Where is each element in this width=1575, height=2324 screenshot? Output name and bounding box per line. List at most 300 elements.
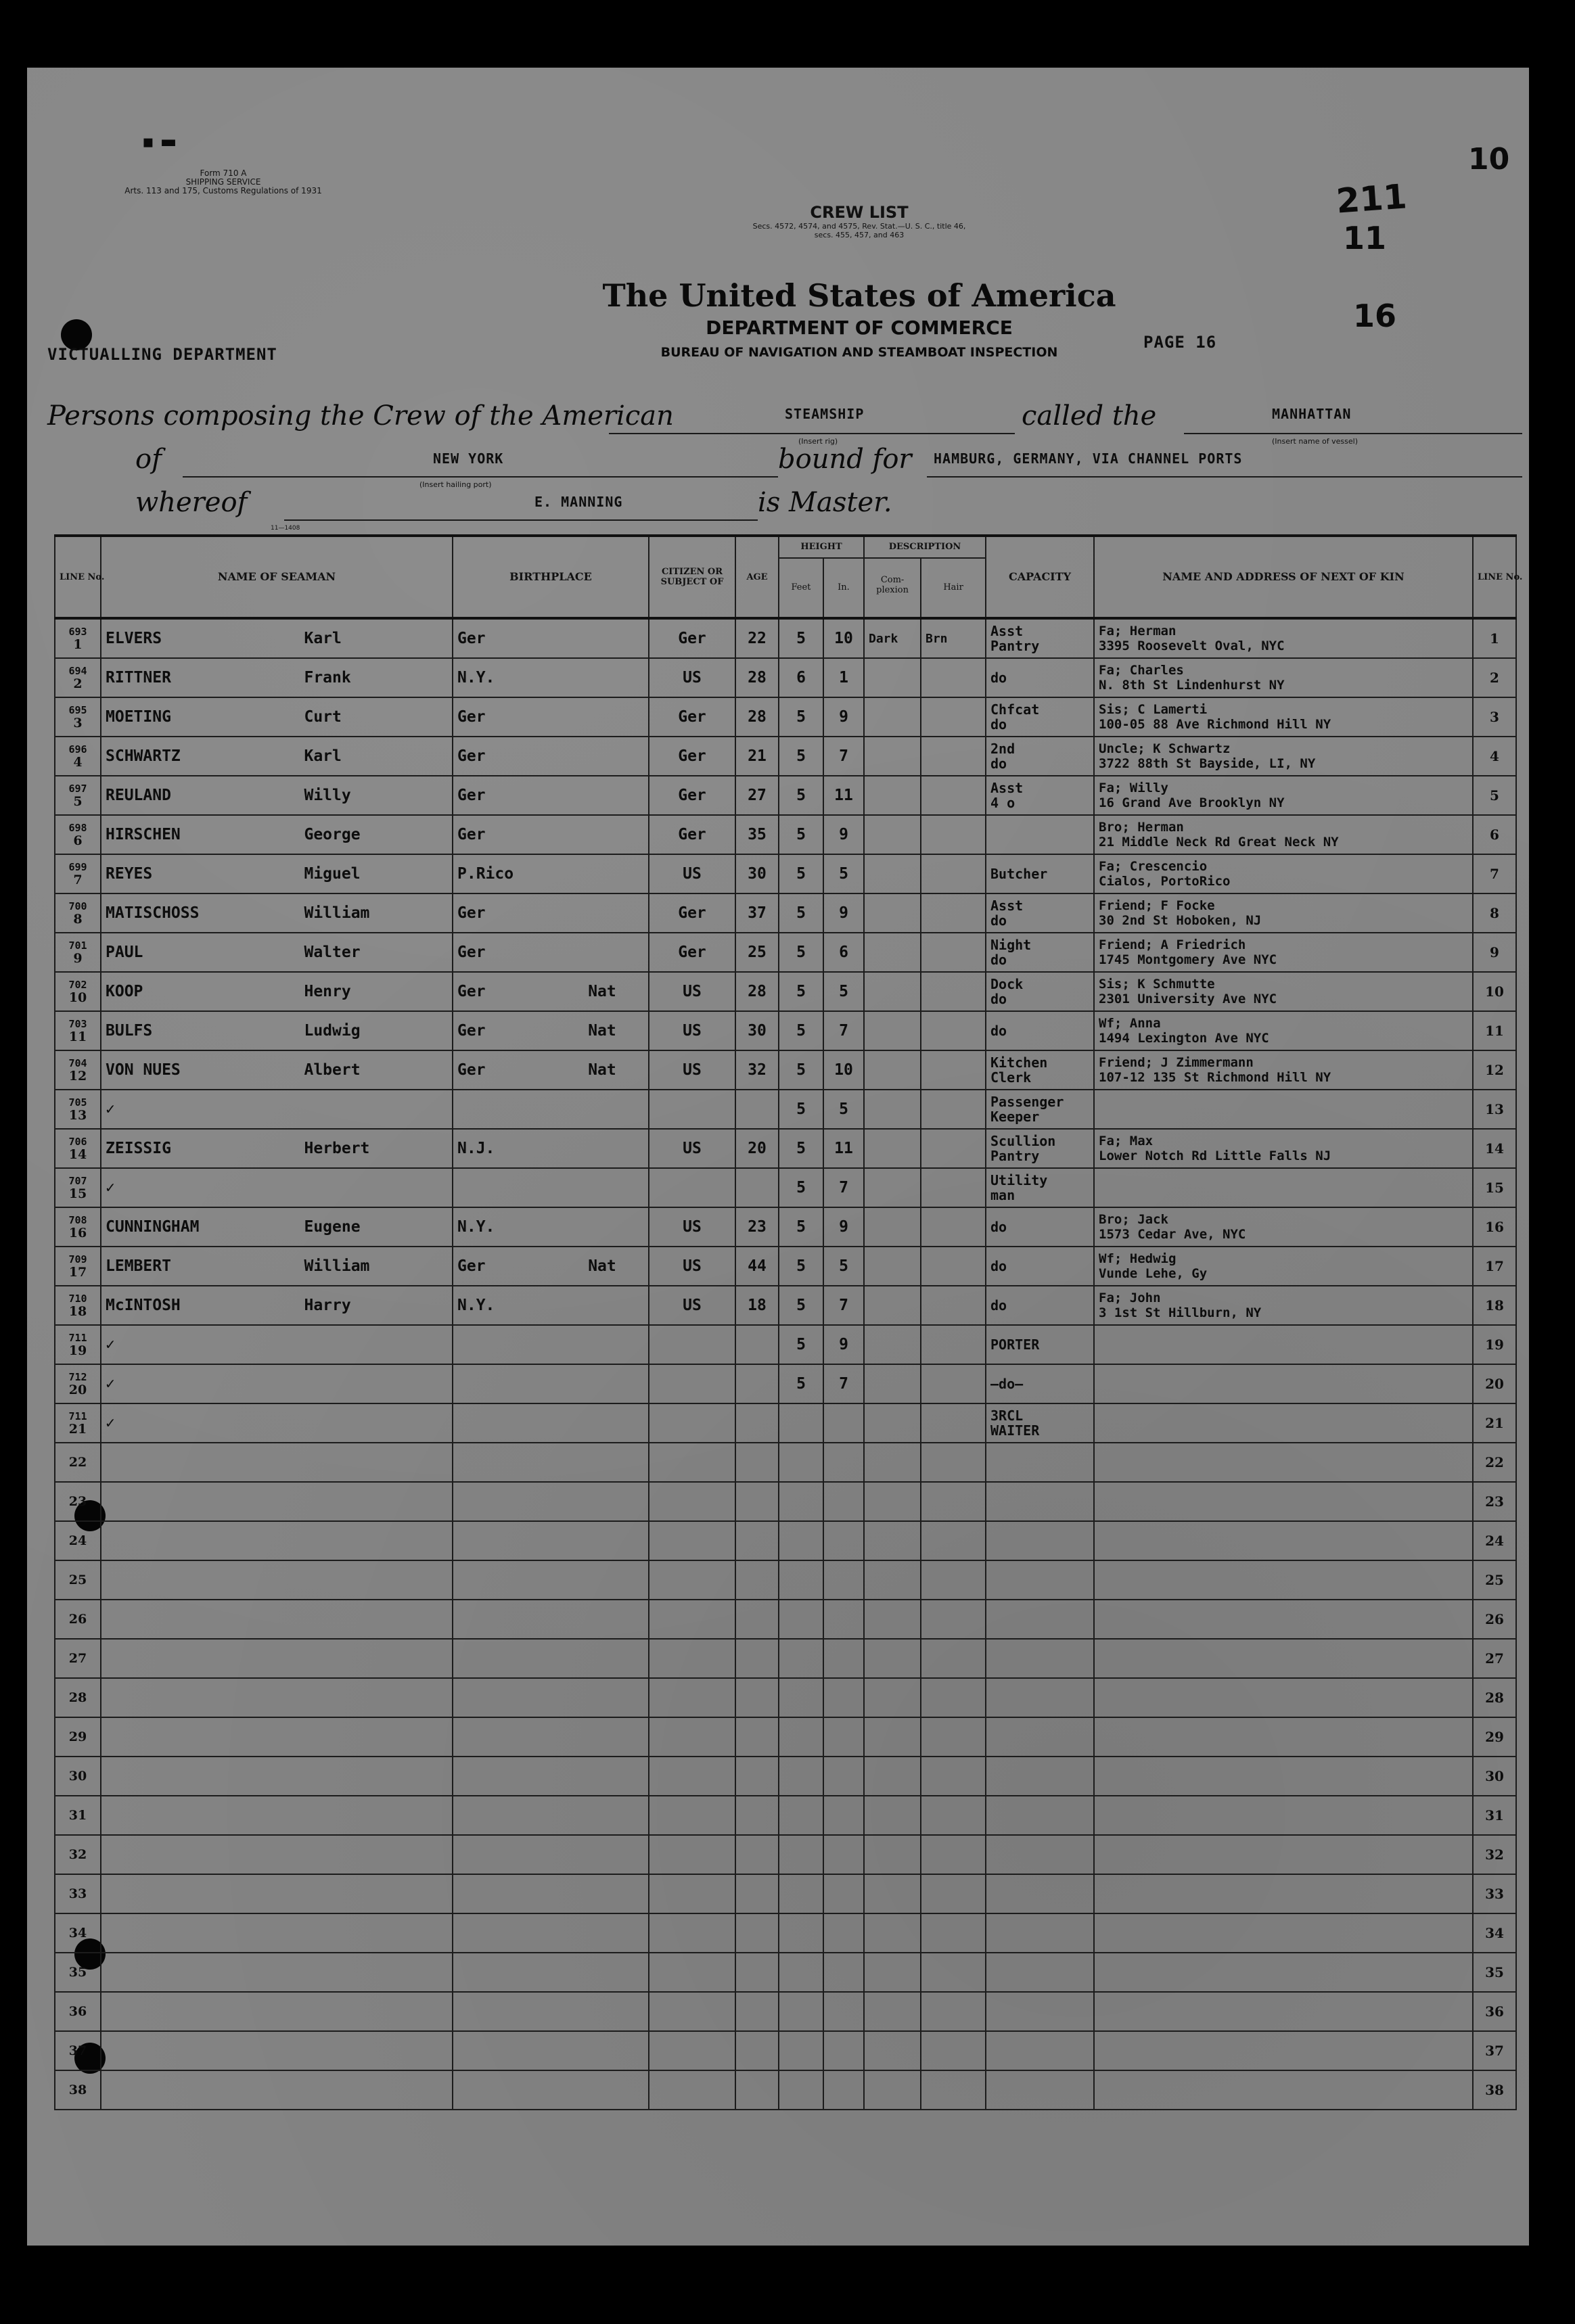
- feet-text: 5: [796, 826, 806, 843]
- birthplace-text: Ger: [457, 708, 486, 726]
- port-underline: [183, 476, 778, 478]
- citizen-of: [649, 776, 735, 815]
- seq-number: 705: [68, 1096, 87, 1109]
- citizen-text: Ger: [678, 747, 706, 765]
- crew-list-title: CREW LIST: [810, 203, 909, 222]
- seaman-name: [101, 1364, 453, 1403]
- inches-text: 1: [839, 669, 848, 687]
- capacity-line: Keeper: [990, 1109, 1040, 1125]
- naturalized-mark: Nat: [588, 983, 616, 1000]
- seaman-surname: LEMBERT: [106, 1257, 171, 1275]
- feet-text: 5: [796, 1100, 806, 1118]
- next-of-kin: [1094, 1011, 1473, 1050]
- capacity: [986, 1011, 1094, 1050]
- kin-line: 1745 Montgomery Ave NYC: [1099, 952, 1277, 967]
- height-inches: [823, 697, 864, 737]
- capacity: [986, 1953, 1094, 1992]
- kin-line: 3395 Roosevelt Oval, NYC: [1099, 638, 1285, 653]
- hair: [921, 1560, 986, 1600]
- line-number-text: 35: [68, 1965, 87, 1980]
- height-feet: [779, 815, 823, 854]
- feet-text: 5: [796, 1061, 806, 1079]
- next-of-kin: [1094, 1639, 1473, 1678]
- line-number-right-text: 33: [1485, 1886, 1504, 1902]
- line-number: [55, 1207, 101, 1247]
- seaman-surname: ✓: [106, 1375, 115, 1393]
- seaman-name: [101, 1639, 453, 1678]
- handwritten-number: 211: [1335, 177, 1409, 221]
- capacity-line: WAITER: [990, 1422, 1040, 1439]
- complexion: [864, 1796, 921, 1835]
- kin-line: Fa; Charles: [1099, 663, 1184, 678]
- height-feet: [779, 2070, 823, 2110]
- inches-text: 9: [839, 826, 848, 843]
- citizen-of: [649, 1090, 735, 1129]
- kin-line: Fa; Willy: [1099, 781, 1168, 795]
- line-number-text: 31: [68, 1808, 87, 1823]
- age-text: 25: [748, 944, 767, 961]
- capacity: [986, 1913, 1094, 1953]
- birthplace: [453, 1678, 649, 1717]
- hair: [921, 1443, 986, 1482]
- citizen-of: [649, 1913, 735, 1953]
- line-number: [55, 1168, 101, 1207]
- height-feet: [779, 1168, 823, 1207]
- height-inches: [823, 1364, 864, 1403]
- capacity: [986, 1796, 1094, 1835]
- age: [735, 1482, 779, 1521]
- table-row: [55, 1521, 1516, 1560]
- inches-text: 5: [839, 865, 848, 883]
- table-row: [55, 1953, 1516, 1992]
- hair: [921, 972, 986, 1011]
- seaman-name: [101, 1050, 453, 1090]
- line-number-right-text: 31: [1485, 1807, 1504, 1823]
- complexion: [864, 1090, 921, 1129]
- complexion: [864, 1600, 921, 1639]
- table-row: [55, 1325, 1516, 1364]
- seaman-given-name: Henry: [304, 983, 351, 1000]
- age-text: 22: [748, 630, 767, 647]
- line-number-right-text: 2: [1490, 670, 1499, 686]
- table-row: [55, 1482, 1516, 1521]
- birthplace: [453, 854, 649, 893]
- feet-text: 5: [796, 944, 806, 961]
- seq-number: 701: [68, 939, 87, 952]
- seaman-name: [101, 1874, 453, 1913]
- table-row: [55, 618, 1516, 658]
- line-number-right: [1473, 737, 1516, 776]
- hair: [921, 618, 986, 658]
- age: [735, 1325, 779, 1364]
- citizen-text: US: [683, 1257, 702, 1275]
- capacity-line: Chfcat: [990, 701, 1040, 718]
- complexion: [864, 1560, 921, 1600]
- line-number: [55, 1560, 101, 1600]
- line-number-right: [1473, 1364, 1516, 1403]
- seaman-name: [101, 776, 453, 815]
- line-number-right: [1473, 1207, 1516, 1247]
- seaman-given-name: Frank: [304, 669, 351, 687]
- complexion: [864, 1521, 921, 1560]
- seaman-name: [101, 854, 453, 893]
- complexion: [864, 815, 921, 854]
- capacity-line: Butcher: [990, 866, 1048, 882]
- kin-line: Wf; Anna: [1099, 1016, 1161, 1031]
- next-of-kin: [1094, 1835, 1473, 1874]
- seq-number: 695: [68, 703, 87, 716]
- age-text: 30: [748, 865, 767, 883]
- birthplace: [453, 815, 649, 854]
- birthplace: [453, 933, 649, 972]
- complexion: [864, 1874, 921, 1913]
- height-feet: [779, 1443, 823, 1482]
- naturalized-mark: Nat: [588, 1257, 616, 1275]
- seaman-surname: PAUL: [106, 944, 143, 961]
- next-of-kin: [1094, 815, 1473, 854]
- hair: [921, 2070, 986, 2110]
- height-feet: [779, 1129, 823, 1168]
- line-number-right: [1473, 1482, 1516, 1521]
- birthplace-text: P.Rico: [457, 865, 514, 883]
- line-number-right: [1473, 2070, 1516, 2110]
- line-number-right: [1473, 1286, 1516, 1325]
- crew-table: [54, 534, 1523, 2110]
- line-number-right: [1473, 2031, 1516, 2070]
- seaman-surname: ELVERS: [106, 630, 162, 647]
- table-row: [55, 1050, 1516, 1090]
- complexion: [864, 618, 921, 658]
- line-number-right-text: 25: [1485, 1572, 1504, 1588]
- capacity: [986, 2070, 1094, 2110]
- line-number-text: 26: [68, 1612, 87, 1627]
- col-line-no-right: LINE No.: [1473, 536, 1516, 618]
- line-number-right: [1473, 815, 1516, 854]
- line-number-right-text: 10: [1485, 983, 1504, 1000]
- line-number-right: [1473, 972, 1516, 1011]
- age: [735, 658, 779, 697]
- feet-text: 5: [796, 1297, 806, 1314]
- line-number: [55, 1011, 101, 1050]
- corner-smudge: ▪ ▬: [142, 132, 177, 152]
- seaman-given-name: Willy: [304, 787, 351, 804]
- seq-number: 703: [68, 1017, 87, 1030]
- line-number-right: [1473, 1168, 1516, 1207]
- line-number-text: 12: [68, 1068, 87, 1084]
- birthplace: [453, 776, 649, 815]
- line-number-right: [1473, 1443, 1516, 1482]
- seaman-name: [101, 1835, 453, 1874]
- capacity-line: Dock: [990, 976, 1024, 992]
- age: [735, 1678, 779, 1717]
- citizen-text: US: [683, 1061, 702, 1079]
- seaman-given-name: Ludwig: [304, 1022, 361, 1040]
- inches-text: 9: [839, 904, 848, 922]
- age: [735, 933, 779, 972]
- line-number-right-text: 1: [1490, 630, 1499, 647]
- table-row: [55, 1796, 1516, 1835]
- line-number: [55, 1050, 101, 1090]
- citizen-of: [649, 1325, 735, 1364]
- hair: [921, 1129, 986, 1168]
- line-number: [55, 815, 101, 854]
- line-number-right: [1473, 1560, 1516, 1600]
- line-number-right-text: 17: [1485, 1258, 1504, 1274]
- height-inches: [823, 1443, 864, 1482]
- capacity-line: Night: [990, 937, 1032, 953]
- kin-line: Fa; Max: [1099, 1134, 1154, 1148]
- citizen-of: [649, 1560, 735, 1600]
- feet-text: 5: [796, 904, 806, 922]
- kin-line: 21 Middle Neck Rd Great Neck NY: [1099, 835, 1339, 850]
- age: [735, 1129, 779, 1168]
- hair: [921, 1168, 986, 1207]
- capacity-line: Passenger: [990, 1094, 1064, 1110]
- feet-text: 5: [796, 1257, 806, 1275]
- seaman-surname: REULAND: [106, 787, 171, 804]
- hair: [921, 854, 986, 893]
- col-height: HEIGHT: [779, 537, 863, 559]
- birthplace-text: N.Y.: [457, 669, 495, 687]
- birthplace: [453, 697, 649, 737]
- line-number-right-text: 11: [1485, 1023, 1504, 1039]
- complexion: [864, 2070, 921, 2110]
- seaman-name: [101, 1011, 453, 1050]
- birthplace: [453, 658, 649, 697]
- line-number: [55, 1796, 101, 1835]
- complexion: [864, 2031, 921, 2070]
- line-number-text: 33: [68, 1886, 87, 1901]
- line-number-right-text: 15: [1485, 1180, 1504, 1196]
- line-number-text: 3: [73, 715, 83, 730]
- kin-line: Friend; F Focke: [1099, 898, 1215, 913]
- complexion: [864, 658, 921, 697]
- age: [735, 1717, 779, 1757]
- line-number-text: 15: [68, 1186, 87, 1201]
- height-feet: [779, 1364, 823, 1403]
- line-number-right: [1473, 1913, 1516, 1953]
- hair: [921, 1011, 986, 1050]
- seaman-given-name: Curt: [304, 708, 342, 726]
- line-number-right: [1473, 1247, 1516, 1286]
- table-row: [55, 1835, 1516, 1874]
- bureau-title: BUREAU OF NAVIGATION AND STEAMBOAT INSPECTION: [660, 345, 1058, 360]
- complexion: [864, 1247, 921, 1286]
- capacity: [986, 1639, 1094, 1678]
- line-number-right-text: 37: [1485, 2043, 1504, 2059]
- line-number-right: [1473, 1678, 1516, 1717]
- feet-text: 5: [796, 1140, 806, 1157]
- line-number-right-text: 8: [1490, 905, 1499, 921]
- seaman-name: [101, 1717, 453, 1757]
- kin-line: 1573 Cedar Ave, NYC: [1099, 1227, 1246, 1242]
- line-number-right: [1473, 1953, 1516, 1992]
- table-row: [55, 854, 1516, 893]
- birthplace: [453, 1717, 649, 1757]
- age: [735, 1521, 779, 1560]
- next-of-kin: [1094, 1482, 1473, 1521]
- age-text: 30: [748, 1022, 767, 1040]
- line-number-right: [1473, 1717, 1516, 1757]
- birthplace: [453, 1364, 649, 1403]
- line-number-right-text: 7: [1490, 866, 1499, 882]
- table-row: [55, 893, 1516, 933]
- height-feet: [779, 1207, 823, 1247]
- line-number-right-text: 20: [1485, 1376, 1504, 1392]
- inches-text: 7: [839, 1179, 848, 1196]
- rig-underline: [609, 433, 1015, 434]
- line-number-right: [1473, 1521, 1516, 1560]
- age: [735, 2070, 779, 2110]
- age: [735, 1207, 779, 1247]
- table-row: [55, 1168, 1516, 1207]
- birthplace: [453, 2070, 649, 2110]
- line-number-right: [1473, 1403, 1516, 1443]
- inches-text: 9: [839, 1218, 848, 1236]
- capacity: [986, 1835, 1094, 1874]
- citizen-of: [649, 1757, 735, 1796]
- capacity-line: 3RCL: [990, 1408, 1024, 1424]
- citizen-of: [649, 1717, 735, 1757]
- seq-number: 710: [68, 1292, 87, 1305]
- line-number: [55, 1717, 101, 1757]
- seaman-given-name: Karl: [304, 630, 342, 647]
- height-inches: [823, 933, 864, 972]
- seq-number: 699: [68, 860, 87, 873]
- height-inches: [823, 972, 864, 1011]
- seaman-surname: CUNNINGHAM: [106, 1218, 200, 1236]
- line-number-text: 25: [68, 1573, 87, 1587]
- age: [735, 1050, 779, 1090]
- table-row: [55, 1560, 1516, 1600]
- seaman-name: [101, 2070, 453, 2110]
- statute-line: secs. 455, 457, and 463: [814, 231, 905, 239]
- table-row: [55, 1717, 1516, 1757]
- height-inches: [823, 658, 864, 697]
- birthplace: [453, 1953, 649, 1992]
- birthplace-text: N.J.: [457, 1140, 495, 1157]
- citizen-of: [649, 2070, 735, 2110]
- line-number-right: [1473, 1992, 1516, 2031]
- capacity-line: Pantry: [990, 638, 1040, 654]
- birthplace: [453, 1521, 649, 1560]
- seaman-given-name: Albert: [304, 1061, 361, 1079]
- hair: [921, 1874, 986, 1913]
- seaman-name: [101, 1168, 453, 1207]
- birthplace-text: Ger: [457, 904, 486, 922]
- next-of-kin: [1094, 1286, 1473, 1325]
- seaman-given-name: George: [304, 826, 361, 843]
- line-number: [55, 1443, 101, 1482]
- capacity: [986, 1129, 1094, 1168]
- complexion: [864, 1835, 921, 1874]
- age-text: 28: [748, 708, 767, 726]
- capacity-line: do: [990, 1258, 1007, 1274]
- line-number: [55, 1757, 101, 1796]
- col-description-group: [864, 536, 986, 618]
- complexion: [864, 1757, 921, 1796]
- kin-line: 16 Grand Ave Brooklyn NY: [1099, 795, 1285, 810]
- citizen-text: US: [683, 1297, 702, 1314]
- next-of-kin: [1094, 1953, 1473, 1992]
- line-number: [55, 618, 101, 658]
- col-birthplace: BIRTHPLACE: [453, 536, 649, 618]
- vessel-intro: Persons composing the Crew of the American: [47, 400, 674, 432]
- line-number-right-text: 9: [1490, 944, 1499, 960]
- citizen-of: [649, 1953, 735, 1992]
- age-text: 35: [748, 826, 767, 843]
- statute-line: Secs. 4572, 4574, and 4575, Rev. Stat.—U. S. C., title 46,: [752, 222, 966, 231]
- seaman-name: [101, 1913, 453, 1953]
- next-of-kin: [1094, 776, 1473, 815]
- capacity-line: Kitchen: [990, 1054, 1048, 1071]
- line-number-right-text: 6: [1490, 827, 1499, 843]
- line-number: [55, 697, 101, 737]
- citizen-text: US: [683, 983, 702, 1000]
- kin-line: Vunde Lehe, Gy: [1099, 1266, 1208, 1281]
- seaman-name: [101, 1207, 453, 1247]
- feet-text: 5: [796, 983, 806, 1000]
- height-feet: [779, 1286, 823, 1325]
- kin-line: Friend; A Friedrich: [1099, 937, 1246, 952]
- hair: [921, 1835, 986, 1874]
- line-number-right: [1473, 697, 1516, 737]
- capacity-line: Asst: [990, 898, 1024, 914]
- height-inches: [823, 1757, 864, 1796]
- birthplace: [453, 2031, 649, 2070]
- line-number-text: 11: [68, 1029, 87, 1044]
- hair: [921, 1090, 986, 1129]
- capacity: [986, 618, 1094, 658]
- hair: [921, 933, 986, 972]
- capacity: [986, 1443, 1094, 1482]
- form-number: Form 710 A: [200, 168, 247, 178]
- next-of-kin: [1094, 1129, 1473, 1168]
- age: [735, 1090, 779, 1129]
- next-of-kin: [1094, 893, 1473, 933]
- line-number-text: 8: [73, 911, 83, 927]
- age: [735, 1443, 779, 1482]
- capacity: [986, 1678, 1094, 1717]
- next-of-kin: [1094, 1874, 1473, 1913]
- line-number-text: 7: [73, 872, 83, 887]
- seq-number: 700: [68, 900, 87, 912]
- seq-number: 708: [68, 1213, 87, 1226]
- line-number-text: 17: [68, 1264, 87, 1280]
- age-text: 28: [748, 983, 767, 1000]
- line-number: [55, 1286, 101, 1325]
- citizen-of: [649, 1482, 735, 1521]
- complexion: [864, 737, 921, 776]
- seaman-given-name: Miguel: [304, 865, 361, 883]
- capacity-line: Pantry: [990, 1148, 1040, 1164]
- birthplace: [453, 1247, 649, 1286]
- height-inches: [823, 1168, 864, 1207]
- height-feet: [779, 1992, 823, 2031]
- seaman-name: [101, 1678, 453, 1717]
- complexion: [864, 1639, 921, 1678]
- next-of-kin: [1094, 2070, 1473, 2110]
- hair: [921, 1482, 986, 1521]
- age: [735, 815, 779, 854]
- capacity: [986, 1325, 1094, 1364]
- seaman-surname: ✓: [106, 1100, 115, 1118]
- age: [735, 776, 779, 815]
- hair: [921, 893, 986, 933]
- height-feet: [779, 1639, 823, 1678]
- kin-line: Sis; C Lamerti: [1099, 702, 1208, 717]
- capacity: [986, 815, 1094, 854]
